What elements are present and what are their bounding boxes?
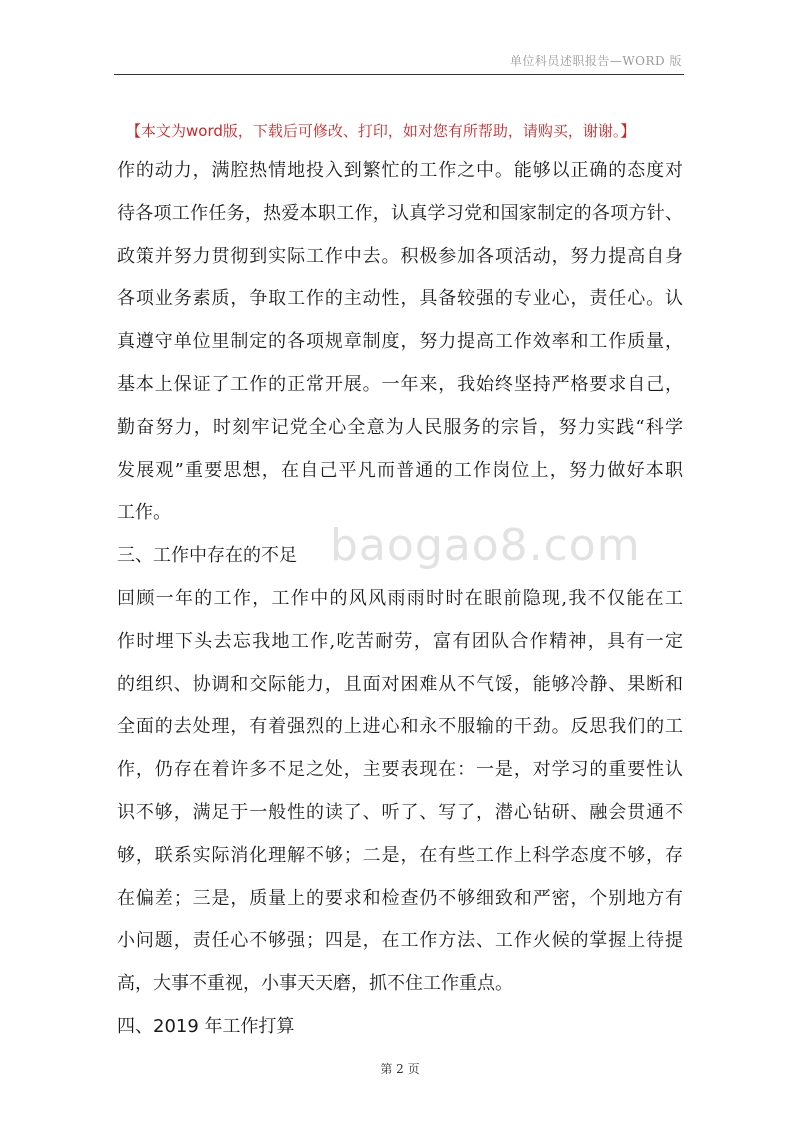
paragraph-line: 政策并努力贯彻到实际工作中去。积极参加各项活动，努力提高自身 xyxy=(117,245,683,267)
paragraph-line: 作的动力，满腔热情地投入到繁忙的工作之中。能够以正确的态度对 xyxy=(117,160,683,181)
paragraph-line: 基本上保证了工作的正常开展。一年来，我始终坚持严格要求自己， xyxy=(117,373,683,395)
paragraph-line: 作时埋下头去忘我地工作,吃苦耐劳，富有团队合作精神，具有一定 xyxy=(117,630,683,652)
paragraph-line: 的组织、协调和交际能力，且面对困难从不气馁，能够冷静、果断和 xyxy=(117,673,683,695)
paragraph-line: 全面的去处理，有着强烈的上进心和永不服输的干劲。反思我们的工 xyxy=(117,716,683,738)
paragraph-line: 作，仍存在着许多不足之处，主要表现在：一是，对学习的重要性认 xyxy=(117,759,683,781)
paragraph-line: 待各项工作任务，热爱本职工作，认真学习党和国家制定的各项方针、 xyxy=(117,202,683,224)
section-heading: 三、工作中存在的不足 xyxy=(117,545,297,567)
paragraph-line: 各项业务素质，争取工作的主动性，具备较强的专业心，责任心。认 xyxy=(117,288,683,310)
paragraph-line: 勤奋努力，时刻牢记党全心全意为人民服务的宗旨，努力实践“科学 xyxy=(117,416,683,438)
watermark: baogao8.com xyxy=(330,520,641,571)
paragraph-line: 在偏差；三是，质量上的要求和检查仍不够细致和严密，个别地方有 xyxy=(117,887,683,909)
purchase-notice: 【本文为word版，下载后可修改、打印，如对您有所帮助，请购买，谢谢。】 xyxy=(126,122,636,140)
section-heading: 四、2019 年工作打算 xyxy=(117,1015,295,1037)
paragraph-line: 高，大事不重视，小事天天磨，抓不住工作重点。 xyxy=(117,973,513,995)
running-header: 单位科员述职报告—WORD 版 xyxy=(509,54,682,68)
paragraph-line: 识不够，满足于一般性的读了、听了、写了，潜心钻研、融会贯通不 xyxy=(117,801,683,823)
paragraph-line: 真遵守单位里制定的各项规章制度，努力提高工作效率和工作质量， xyxy=(117,331,683,353)
paragraph-line: 小问题，责任心不够强；四是，在工作方法、工作火候的掌握上待提 xyxy=(117,930,683,952)
document-body xyxy=(117,150,683,1049)
paragraph-line: 够，联系实际消化理解不够；二是，在有些工作上科学态度不够，存 xyxy=(117,844,683,866)
paragraph-line: 回顾一年的工作，工作中的风风雨雨时时在眼前隐现,我不仅能在工 xyxy=(117,587,683,609)
paragraph-line: 工作。 xyxy=(117,502,171,524)
page-number: 第 2 页 xyxy=(380,1062,420,1076)
header-divider xyxy=(114,74,684,75)
paragraph-line: 发展观”重要思想，在自己平凡而普通的工作岗位上，努力做好本职 xyxy=(117,459,683,481)
